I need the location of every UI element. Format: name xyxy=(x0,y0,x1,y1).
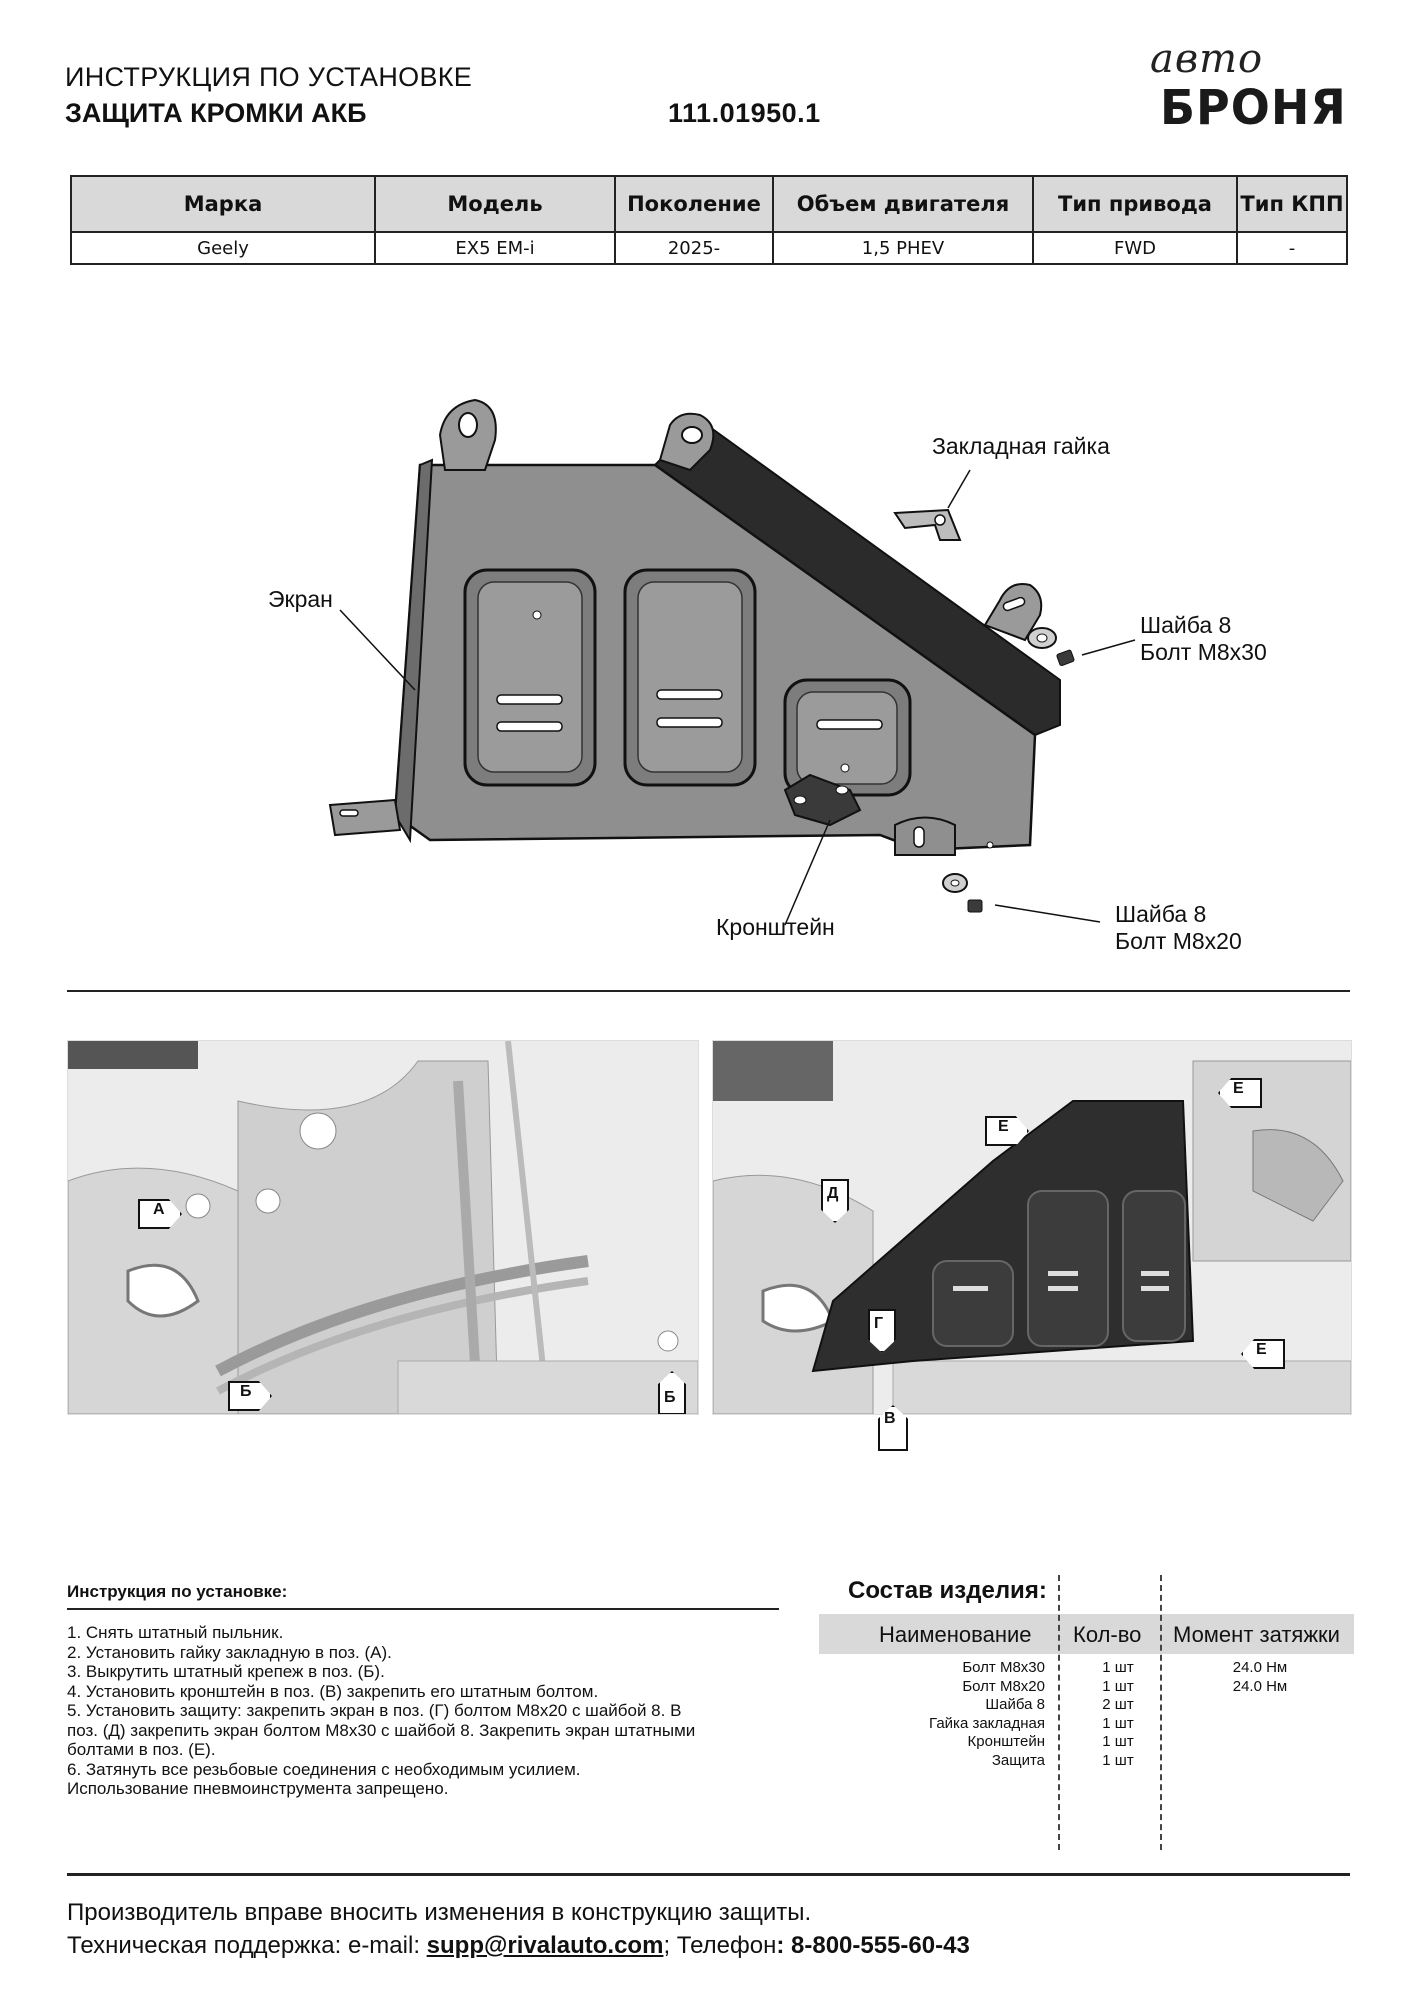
label-screen: Экран xyxy=(268,586,333,612)
cell-engine: 1,5 PHEV xyxy=(773,232,1033,264)
footer-divider xyxy=(67,1873,1350,1876)
weld-nut-part xyxy=(895,510,960,540)
marker-a-label: А xyxy=(153,1201,165,1218)
composition-rows xyxy=(819,1659,1354,1770)
cell-gearbox: - xyxy=(1237,232,1347,264)
instruction-line: 4. Установить кронштейн в поз. (В) закрепить его штатным болтом. xyxy=(67,1681,599,1701)
marker-e2-label: Е xyxy=(998,1118,1009,1135)
cell-drive: FWD xyxy=(1033,232,1237,264)
cell-model: EX5 EM-i xyxy=(375,232,615,264)
composition-row xyxy=(819,1733,1354,1752)
instruction-line: 5. Установить защиту: закрепить экран в поз. (Г) болтом М8х20 с шайбой 8. В xyxy=(67,1701,682,1720)
photo-before xyxy=(67,1040,699,1415)
instruction-line: 3. Выкрутить штатный крепеж в поз. (Б). xyxy=(67,1662,385,1681)
disclaimer-text: Производитель вправе вносить изменения в конструкцию защиты. xyxy=(67,1899,812,1926)
phone-prefix: ; Телефон xyxy=(663,1932,777,1959)
label-bracket: Кронштейн xyxy=(716,914,835,940)
composition-row xyxy=(819,1659,1354,1678)
washer-bolt-bottom xyxy=(943,874,982,912)
item-torque: 24.0 Нм xyxy=(1232,1677,1288,1695)
marker-b2-label: Б xyxy=(664,1389,676,1406)
col-model: Модель xyxy=(375,176,615,232)
logo-main-text: БРОНЯ xyxy=(1160,78,1347,136)
header-qty: Кол-во xyxy=(1073,1622,1142,1647)
item-qty: 1 шт xyxy=(1102,1733,1134,1750)
spec-header-row xyxy=(71,176,1347,232)
label-weld-nut: Закладная гайка xyxy=(932,433,1110,459)
col-engine: Объем двигателя xyxy=(773,176,1033,232)
col-brand: Марка xyxy=(71,176,375,232)
marker-b1-label: Б xyxy=(240,1383,252,1400)
instruction-line: 1. Снять штатный пыльник. xyxy=(67,1623,284,1642)
support-phone: : 8-800-555-60-43 xyxy=(776,1932,970,1959)
document-title: ИНСТРУКЦИЯ ПО УСТАНОВКЕ xyxy=(65,62,473,92)
cell-generation: 2025- xyxy=(615,232,773,264)
col-generation: Поколение xyxy=(615,176,773,232)
col-drive: Тип привода xyxy=(1033,176,1237,232)
item-name: Защита xyxy=(991,1751,1045,1769)
header-name: Наименование xyxy=(879,1622,1032,1647)
exploded-diagram xyxy=(0,370,1414,970)
item-qty: 2 шт xyxy=(1102,1696,1134,1713)
section-divider xyxy=(67,990,1350,992)
composition-title: Состав изделия: xyxy=(848,1577,1047,1604)
support-line xyxy=(67,1932,970,1960)
instructions-title: Инструкция по установке: xyxy=(67,1582,288,1601)
item-qty: 1 шт xyxy=(1102,1751,1134,1769)
vehicle-spec-table xyxy=(70,175,1348,265)
label-bolt-bottom: Болт М8х20 xyxy=(1115,928,1242,954)
label-bolt-top: Болт М8х30 xyxy=(1140,639,1267,665)
cell-brand: Geely xyxy=(71,232,375,264)
item-name: Болт М8х30 xyxy=(962,1659,1045,1676)
label-washer-bottom: Шайба 8 xyxy=(1115,901,1207,927)
instruction-line: 6. Затянуть все резьбовые соединения с необходимым усилием. xyxy=(67,1759,581,1779)
photo-after xyxy=(712,1040,1352,1415)
composition-header xyxy=(819,1614,1354,1654)
support-prefix: Техническая поддержка: e-mail: xyxy=(67,1932,427,1959)
composition-row xyxy=(819,1678,1354,1697)
article-number: 111.01950.1 xyxy=(668,98,821,128)
product-name: ЗАЩИТА КРОМКИ АКБ xyxy=(65,98,367,128)
item-name: Болт М8х20 xyxy=(962,1677,1045,1695)
marker-d-label: Д xyxy=(827,1185,839,1202)
instruction-line: 2. Установить гайку закладную в поз. (А). xyxy=(67,1642,392,1662)
col-gearbox: Тип КПП xyxy=(1237,176,1347,232)
logo-script-text: авто xyxy=(1150,36,1264,82)
instruction-line: поз. (Д) закрепить экран болтом М8х30 с шайбой 8. Закрепить экран штатными xyxy=(67,1720,696,1740)
marker-e3-label: Е xyxy=(1256,1341,1267,1358)
support-email-link[interactable]: supp@rivalauto.com xyxy=(426,1932,664,1959)
item-qty: 1 шт xyxy=(1102,1677,1134,1695)
item-name: Кронштейн xyxy=(967,1733,1045,1750)
composition-row xyxy=(819,1715,1354,1734)
item-qty: 1 шт xyxy=(1102,1659,1134,1676)
item-torque: 24.0 Нм xyxy=(1232,1659,1288,1676)
item-name: Гайка закладная xyxy=(929,1714,1045,1732)
washer-bolt-top xyxy=(1028,628,1075,666)
instruction-line: Использование пневмоинструмента запрещено. xyxy=(67,1779,449,1798)
item-qty: 1 шт xyxy=(1102,1714,1134,1732)
marker-g-label: Г xyxy=(874,1315,884,1332)
protection-screen xyxy=(330,400,1060,855)
composition-row xyxy=(819,1752,1354,1771)
label-washer-top: Шайба 8 xyxy=(1140,612,1232,638)
instructions-list xyxy=(67,1623,787,1799)
marker-e1-label: Е xyxy=(1233,1080,1244,1097)
header-torque: Момент затяжки xyxy=(1173,1622,1340,1647)
spec-data-row xyxy=(71,232,1347,264)
instruction-line: болтами в поз. (Е). xyxy=(67,1740,216,1759)
brand-logo xyxy=(1140,36,1350,136)
item-name: Шайба 8 xyxy=(985,1696,1045,1713)
composition-row xyxy=(819,1696,1354,1715)
instructions-underline xyxy=(67,1608,779,1610)
marker-v-label: В xyxy=(884,1410,896,1427)
